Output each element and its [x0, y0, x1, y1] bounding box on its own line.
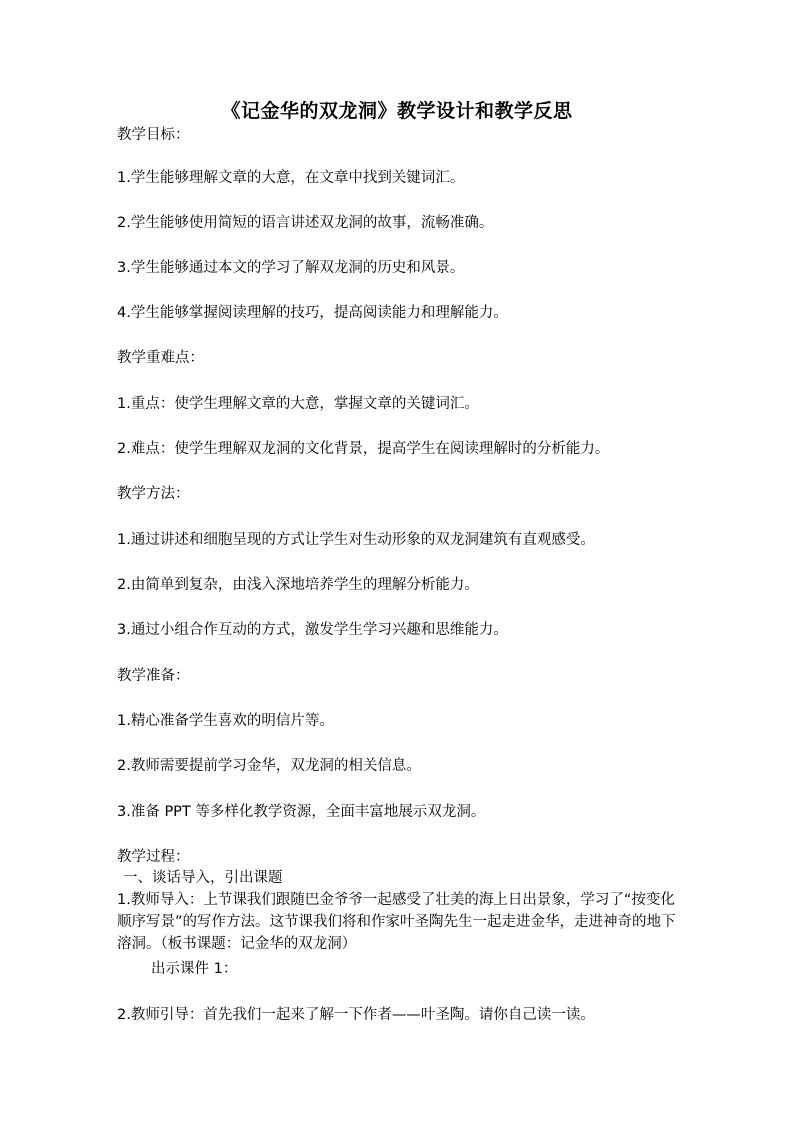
goals-heading: 教学目标： — [117, 127, 190, 143]
preparation-item-3: 3.准备 PPT 等多样化教学资源，全面丰富地展示双龙洞。 — [117, 804, 486, 820]
method-item-3: 3.通过小组合作互动的方式，激发学生学习兴趣和思维能力。 — [117, 622, 508, 638]
goal-item-2: 2.学生能够使用简短的语言讲述双龙洞的故事，流畅准确。 — [117, 215, 494, 231]
document-title: 《记金华的双龙洞》教学设计和教学反思 — [221, 100, 573, 122]
process-step-2: 2.教师引导：首先我们一起来了解一下作者——叶圣陶。请你自己读一读。 — [117, 1007, 595, 1023]
method-item-1: 1.通过讲述和细胞呈现的方式让学生对生动形象的双龙洞建筑有直观感受。 — [117, 532, 595, 548]
goal-item-1: 1.学生能够理解文章的大意，在文章中找到关键词汇。 — [117, 170, 465, 186]
method-item-2: 2.由简单到复杂，由浅入深地培养学生的理解分析能力。 — [117, 577, 479, 593]
key-point-item-2: 2.难点：使学生理解双龙洞的文化背景，提高学生在阅读理解时的分析能力。 — [117, 441, 610, 457]
goal-item-3: 3.学生能够通过本文的学习了解双龙洞的历史和风景。 — [117, 260, 465, 276]
key-points-heading: 教学重难点： — [117, 350, 204, 366]
process-step-1: 1.教师导入：上节课我们跟随巴金爷爷一起感受了壮美的海上日出景象，学习了“按变化顺序写景”的写作方法。这节课我们将和作家叶圣陶先生一起走进金华，走进神奇的地下溶洞。（板书课题：记金华的双龙洞） — [117, 892, 676, 952]
preparation-item-1: 1.精心准备学生喜欢的明信片等。 — [117, 713, 334, 729]
process-heading: 教学过程： — [117, 849, 190, 865]
process-section-1: 一、谈话导入，引出课题 — [123, 870, 283, 886]
key-point-item-1: 1.重点：使学生理解文章的大意，掌握文章的关键词汇。 — [117, 396, 479, 412]
goal-item-4: 4.学生能够掌握阅读理解的技巧，提高阅读能力和理解能力。 — [117, 305, 508, 321]
courseware-label: 出示课件 1： — [151, 961, 238, 977]
preparation-heading: 教学准备： — [117, 668, 190, 684]
methods-heading: 教学方法： — [117, 486, 190, 502]
preparation-item-2: 2.教师需要提前学习金华，双龙洞的相关信息。 — [117, 758, 421, 774]
